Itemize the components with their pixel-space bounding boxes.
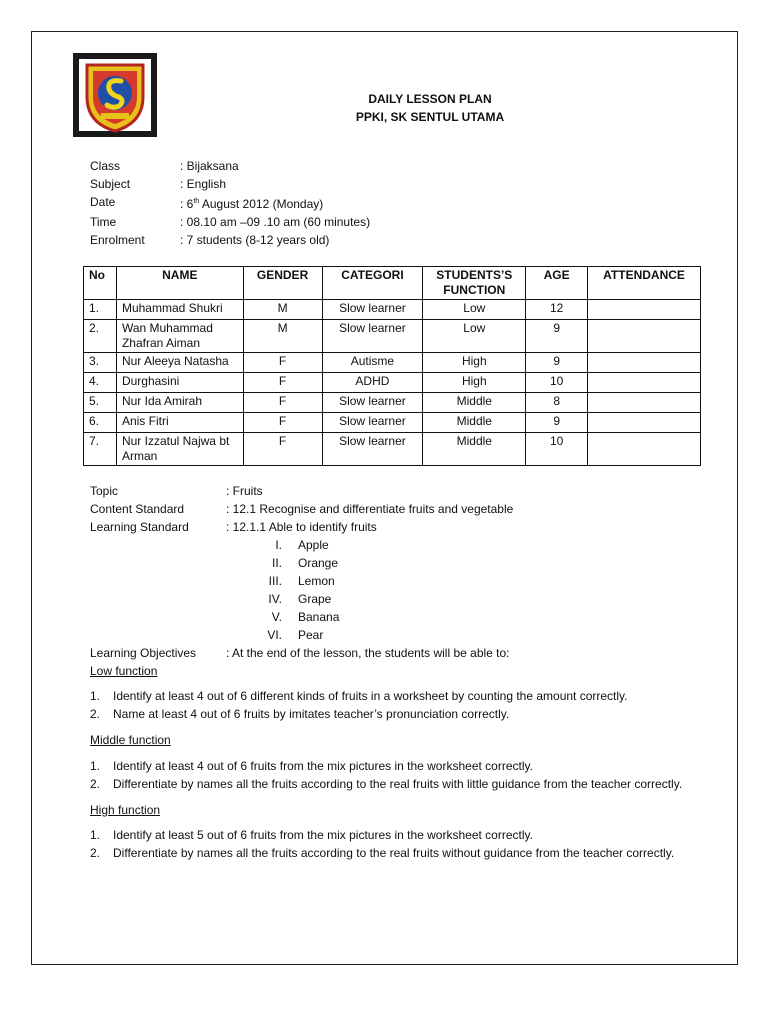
info-value: : 7 students (8-12 years old) — [180, 233, 330, 247]
cell-age: 9 — [526, 353, 588, 373]
cell-categori: Slow learner — [322, 433, 423, 466]
table-row — [84, 413, 701, 433]
lesson-details — [90, 482, 710, 862]
info-value: : English — [180, 177, 227, 191]
cell-function: High — [423, 373, 526, 393]
info-row-time — [90, 213, 370, 231]
class-info — [90, 157, 370, 249]
info-row-class — [90, 157, 370, 175]
middle-function-heading: Middle function — [90, 733, 171, 747]
list-item: 2. Name at least 4 out of 6 fruits by imitates teacher’s pronunciation correctly. — [90, 707, 510, 721]
list-item: I. Apple — [275, 538, 329, 552]
cell-name: Muhammad Shukri — [116, 300, 243, 320]
content-standard-row — [90, 500, 710, 518]
cell-gender: F — [243, 373, 322, 393]
cell-age: 12 — [526, 300, 588, 320]
cell-attendance[interactable] — [588, 393, 701, 413]
info-value: : 08.10 am –09 .10 am (60 minutes) — [180, 215, 371, 229]
cell-gender: M — [243, 320, 322, 353]
table-row — [84, 300, 701, 320]
list-item: VI. Pear — [267, 628, 324, 642]
cell-categori: Slow learner — [322, 413, 423, 433]
cell-gender: F — [243, 393, 322, 413]
cell-categori: Slow learner — [322, 300, 423, 320]
table-row — [84, 320, 701, 353]
cell-categori: ADHD — [322, 373, 423, 393]
cell-attendance[interactable] — [588, 433, 701, 466]
topic-label: Topic — [90, 484, 119, 498]
cell-categori: Slow learner — [322, 393, 423, 413]
cell-categori: Slow learner — [322, 320, 423, 353]
cell-function: Low — [423, 320, 526, 353]
header-no: No — [84, 267, 117, 300]
cell-gender: F — [243, 433, 322, 466]
list-item: 1. Identify at least 4 out of 6 fruits from the mix pictures in the worksheet correctly. — [90, 759, 533, 773]
cell-no: 4. — [84, 373, 117, 393]
cell-no: 2. — [84, 320, 117, 353]
info-label: Time — [90, 215, 117, 229]
cell-function: Middle — [423, 413, 526, 433]
list-item: 1. Identify at least 4 out of 6 different kinds of fruits in a worksheet by counting the amount correctly. — [90, 689, 628, 703]
cell-gender: F — [243, 353, 322, 373]
school-logo — [71, 51, 159, 139]
table-row — [84, 433, 701, 466]
learning-standard-value: : 12.1.1 Able to identify fruits — [226, 520, 377, 534]
cell-function: Middle — [423, 393, 526, 413]
content-standard-label: Content Standard — [90, 502, 185, 516]
cell-age: 10 — [526, 433, 588, 466]
cell-attendance[interactable] — [588, 373, 701, 393]
high-function-heading: High function — [90, 803, 161, 817]
cell-age: 9 — [526, 413, 588, 433]
info-row-enrolment — [90, 231, 370, 249]
cell-no: 3. — [84, 353, 117, 373]
cell-age: 10 — [526, 373, 588, 393]
list-item: IV. Grape — [268, 592, 332, 606]
header-categori: CATEGORI — [322, 267, 423, 300]
list-item: 2. Differentiate by names all the fruits according to the real fruits without guidance from the teacher correctly. — [90, 846, 675, 860]
objectives-value: : At the end of the lesson, the students will be able to: — [226, 646, 510, 660]
list-item: 1. Identify at least 5 out of 6 fruits from the mix pictures in the worksheet correctly. — [90, 828, 533, 842]
cell-name: Nur Aleeya Natasha — [116, 353, 243, 373]
lesson-plan-title: DAILY LESSON PLAN — [368, 92, 492, 106]
cell-function: Low — [423, 300, 526, 320]
list-item: III. Lemon — [268, 574, 335, 588]
header-name: NAME — [116, 267, 243, 300]
cell-name: Nur Izzatul Najwa bt Arman — [116, 433, 243, 466]
content-standard-value: : 12.1 Recognise and differentiate fruits and vegetable — [226, 502, 514, 516]
table-row — [84, 393, 701, 413]
cell-no: 1. — [84, 300, 117, 320]
cell-function: High — [423, 353, 526, 373]
cell-no: 7. — [84, 433, 117, 466]
high-function-list — [90, 826, 710, 862]
cell-attendance[interactable] — [588, 300, 701, 320]
header-attendance: ATTENDANCE — [588, 267, 701, 300]
list-item: II. Orange — [271, 556, 339, 570]
info-label: Class — [90, 159, 121, 173]
cell-age: 8 — [526, 393, 588, 413]
cell-gender: M — [243, 300, 322, 320]
header-age: AGE — [526, 267, 588, 300]
list-item: 2. Differentiate by names all the fruits according to the real fruits with little guidance from the teacher correctly. — [90, 777, 683, 791]
info-label: Date — [90, 195, 116, 209]
cell-no: 5. — [84, 393, 117, 413]
document-header — [300, 90, 560, 126]
header-gender: GENDER — [243, 267, 322, 300]
list-item: V. Banana — [271, 610, 340, 624]
school-name: PPKI, SK SENTUL UTAMA — [355, 110, 505, 124]
cell-age: 9 — [526, 320, 588, 353]
cell-gender: F — [243, 413, 322, 433]
cell-name: Anis Fitri — [116, 413, 243, 433]
cell-name: Durghasini — [116, 373, 243, 393]
learning-standard-label: Learning Standard — [90, 520, 189, 534]
cell-attendance[interactable] — [588, 353, 701, 373]
learning-standard-row — [90, 518, 710, 536]
table-row — [84, 353, 701, 373]
low-function-list — [90, 687, 710, 723]
low-function-heading: Low function — [90, 664, 158, 678]
info-label: Subject — [90, 177, 131, 191]
cell-attendance[interactable] — [588, 413, 701, 433]
topic-value: : Fruits — [226, 484, 263, 498]
objectives-label: Learning Objectives — [90, 646, 197, 660]
info-row-date — [90, 193, 370, 213]
cell-no: 6. — [84, 413, 117, 433]
cell-function: Middle — [423, 433, 526, 466]
cell-categori: Autisme — [322, 353, 423, 373]
info-value: : 6th August 2012 (Monday) — [180, 197, 324, 211]
objectives-row — [90, 644, 710, 662]
info-row-subject — [90, 175, 370, 193]
fruit-list — [250, 536, 710, 644]
header-function: STUDENTS’S FUNCTION — [423, 267, 526, 300]
cell-name: Wan Muhammad Zhafran Aiman — [116, 320, 243, 353]
middle-function-list — [90, 757, 710, 793]
cell-attendance[interactable] — [588, 320, 701, 353]
topic-row — [90, 482, 710, 500]
info-value: : Bijaksana — [180, 159, 239, 173]
table-header-row — [84, 267, 701, 300]
table-row — [84, 373, 701, 393]
cell-name: Nur Ida Amirah — [116, 393, 243, 413]
info-label: Enrolment — [90, 233, 145, 247]
students-table — [83, 266, 701, 466]
